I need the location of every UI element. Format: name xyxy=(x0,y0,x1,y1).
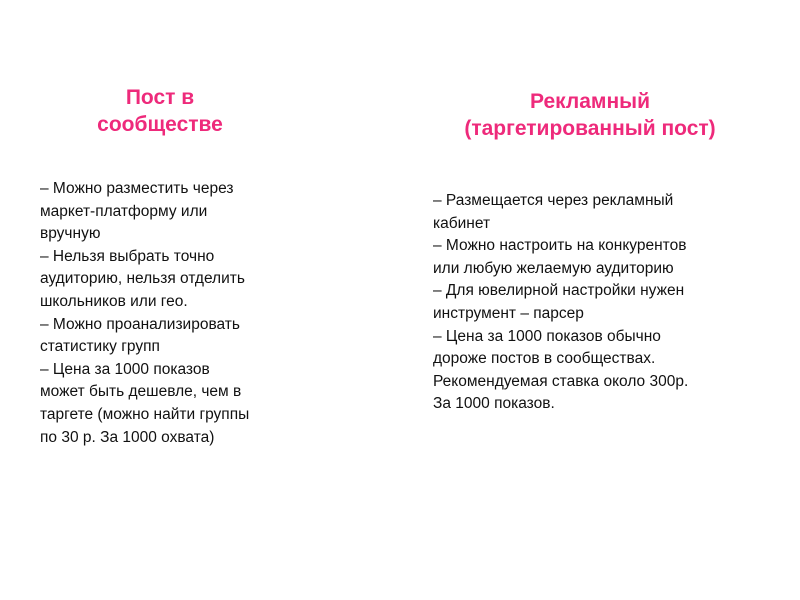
text-line: может быть дешевле, чем в xyxy=(40,383,242,401)
community-post-heading xyxy=(70,84,250,138)
text-line: школьников или гео. xyxy=(40,292,188,310)
text-line: – Можно настроить на конкурентов xyxy=(433,237,687,255)
targeted-ad-post-heading xyxy=(420,88,760,142)
text-line: статистику групп xyxy=(40,338,160,356)
community-post-description xyxy=(40,178,370,449)
text-line: – Для ювелирной настройки нужен xyxy=(433,282,685,300)
targeted-ad-post-description xyxy=(433,190,793,416)
text-line: – Цена за 1000 показов xyxy=(40,360,210,378)
text-line: по 30 р. За 1000 охвата) xyxy=(40,428,215,446)
text-line: Рекомендуемая ставка около 300р. xyxy=(433,372,689,390)
text-line: аудиторию, нельзя отделить xyxy=(40,270,245,288)
text-line: вручную xyxy=(40,225,101,243)
text-line: – Можно разместить через xyxy=(40,180,234,197)
text-line: – Нельзя выбрать точно xyxy=(40,247,215,265)
text-line: За 1000 показов. xyxy=(433,395,555,413)
text-line: – Размещается через рекламный xyxy=(433,192,674,209)
text-line: таргете (можно найти группы xyxy=(40,405,250,423)
text-line: – Можно проанализировать xyxy=(40,315,240,333)
text-line: маркет-платформу или xyxy=(40,202,208,220)
text-line: кабинет xyxy=(433,214,491,232)
text-line: – Цена за 1000 показов обычно xyxy=(433,327,661,345)
heading-line: сообществе xyxy=(97,113,223,136)
heading-line: Рекламный xyxy=(529,90,650,113)
heading-line: (таргетированный пост) xyxy=(464,117,716,140)
text-line: или любую желаемую аудиторию xyxy=(433,259,674,277)
text-line: инструмент – парсер xyxy=(433,304,584,322)
text-line: дороже постов в сообществах. xyxy=(433,350,656,368)
heading-line: Пост в xyxy=(125,86,195,109)
